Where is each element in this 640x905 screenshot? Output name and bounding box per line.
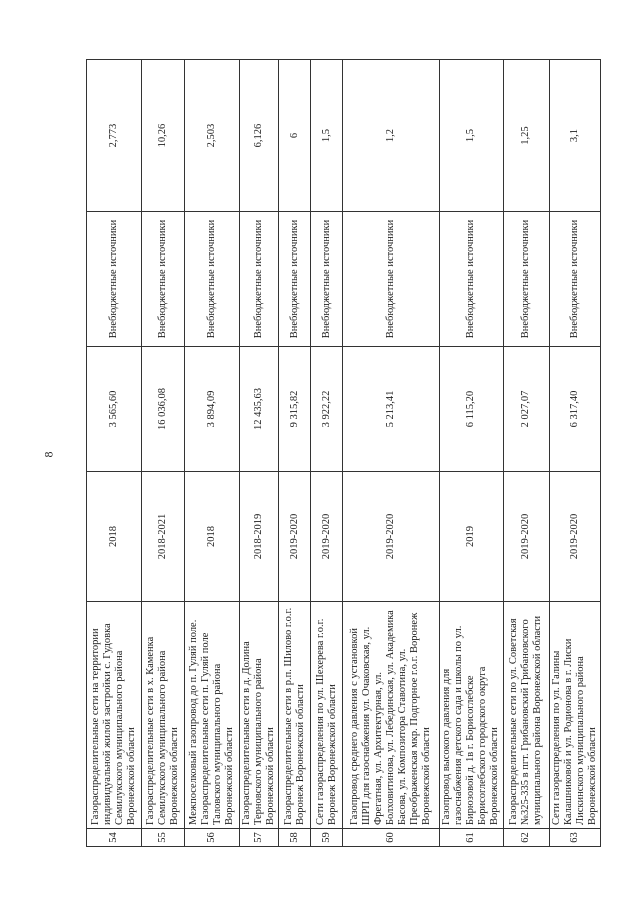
row-number: 60 <box>343 829 440 847</box>
capacity-value: 1,5 <box>440 60 503 212</box>
object-name: Сети газораспределения по ул. Галины Калашниковой и ул. Родионова в г. Лиски Лискинского муниципального района Воронежской области <box>549 602 600 829</box>
implementation-years: 2018 <box>185 472 240 602</box>
funding-source: Внебюджетные источники <box>279 212 311 347</box>
object-name: Газораспределительные сети на территории индивидуальной жилой застройки с. Гудовка Семилукского муниципального района Воронежской области <box>87 602 142 829</box>
cost-value: 2 027,07 <box>503 347 549 472</box>
cost-value: 3 894,09 <box>185 347 240 472</box>
cost-value: 3 922,22 <box>311 347 343 472</box>
row-number: 62 <box>503 829 549 847</box>
table-row <box>142 60 185 847</box>
funding-source: Внебюджетные источники <box>185 212 240 347</box>
implementation-years: 2019-2020 <box>503 472 549 602</box>
object-name: Газораспределительные сети в р.п. Шилово г.о.г. Воронеж Воронежской области <box>279 602 311 829</box>
cost-value: 6 317,40 <box>549 347 600 472</box>
funding-source: Внебюджетные источники <box>87 212 142 347</box>
funding-source: Внебюджетные источники <box>343 212 440 347</box>
capacity-value: 2,773 <box>87 60 142 212</box>
implementation-years: 2018-2021 <box>142 472 185 602</box>
row-number: 59 <box>311 829 343 847</box>
table-frame <box>86 60 598 847</box>
table-row <box>279 60 311 847</box>
capacity-value: 1,5 <box>311 60 343 212</box>
table-row <box>311 60 343 847</box>
implementation-years: 2019 <box>440 472 503 602</box>
table-row <box>343 60 440 847</box>
table-body <box>87 60 601 847</box>
implementation-years: 2019-2020 <box>311 472 343 602</box>
object-name: Газораспределительные сети по ул. Советская №325-335 в пгт. Грибановский Грибановского муниципального района Воронежской области <box>503 602 549 829</box>
capacity-value: 3,1 <box>549 60 600 212</box>
implementation-years: 2018-2019 <box>240 472 279 602</box>
table-row <box>87 60 142 847</box>
funding-source: Внебюджетные источники <box>549 212 600 347</box>
object-name: Газораспределительные сети в д. Долина Терновского муниципального района Воронежской области <box>240 602 279 829</box>
implementation-years: 2018 <box>87 472 142 602</box>
capacity-value: 6,126 <box>240 60 279 212</box>
table-row <box>440 60 503 847</box>
row-number: 58 <box>279 829 311 847</box>
funding-source: Внебюджетные источники <box>311 212 343 347</box>
row-number: 57 <box>240 829 279 847</box>
funding-source: Внебюджетные источники <box>142 212 185 347</box>
funding-source: Внебюджетные источники <box>440 212 503 347</box>
cost-value: 3 565,60 <box>87 347 142 472</box>
row-number: 63 <box>549 829 600 847</box>
implementation-years: 2019-2020 <box>279 472 311 602</box>
row-number: 61 <box>440 829 503 847</box>
cost-value: 5 213,41 <box>343 347 440 472</box>
object-name: Межпоселковый газопровод до п. Гуляй поле. Газораспределительные сети п. Гуляй поле Таловского муниципального района Воронежской области <box>185 602 240 829</box>
rotated-table-wrapper <box>86 60 598 847</box>
implementation-years: 2019-2020 <box>549 472 600 602</box>
table-row <box>240 60 279 847</box>
implementation-years: 2019-2020 <box>343 472 440 602</box>
object-name: Сети газораспределения по ул. Шехерева г.о.г. Воронеж Воронежской области <box>311 602 343 829</box>
row-number: 55 <box>142 829 185 847</box>
cost-value: 12 435,63 <box>240 347 279 472</box>
table-row <box>503 60 549 847</box>
object-name: Газопровод высокого давления для газоснабжения детского сада и школы по ул. Бирюзовой д. 1в г. Борисоглебске Борисоглебского городского округа Воронежской области <box>440 602 503 829</box>
cost-value: 16 036,08 <box>142 347 185 472</box>
table-row <box>185 60 240 847</box>
cost-value: 9 315,82 <box>279 347 311 472</box>
page-number: 8 <box>41 451 56 458</box>
project-table <box>86 59 601 847</box>
funding-source: Внебюджетные источники <box>240 212 279 347</box>
funding-source: Внебюджетные источники <box>503 212 549 347</box>
row-number: 56 <box>185 829 240 847</box>
object-name: Газопровод среднего давления с установкой ШРП для газоснабжения ул. Очаковская, ул. Фрегатная, ул. Архитектурная, ул. Болховитинова, ул. Лебединская, ул. Академика Басова, ул. Композитора Ставотина, ул. Преображенская мкр. Подгорное г.о.г. Воронеж Воронежской области <box>343 602 440 829</box>
cost-value: 6 115,20 <box>440 347 503 472</box>
table-row <box>549 60 600 847</box>
capacity-value: 2,503 <box>185 60 240 212</box>
capacity-value: 1,2 <box>343 60 440 212</box>
capacity-value: 1,25 <box>503 60 549 212</box>
row-number: 54 <box>87 829 142 847</box>
capacity-value: 6 <box>279 60 311 212</box>
object-name: Газораспределительные сети в х. Каменка Семилукского муниципального района Воронежской области <box>142 602 185 829</box>
capacity-value: 10,26 <box>142 60 185 212</box>
